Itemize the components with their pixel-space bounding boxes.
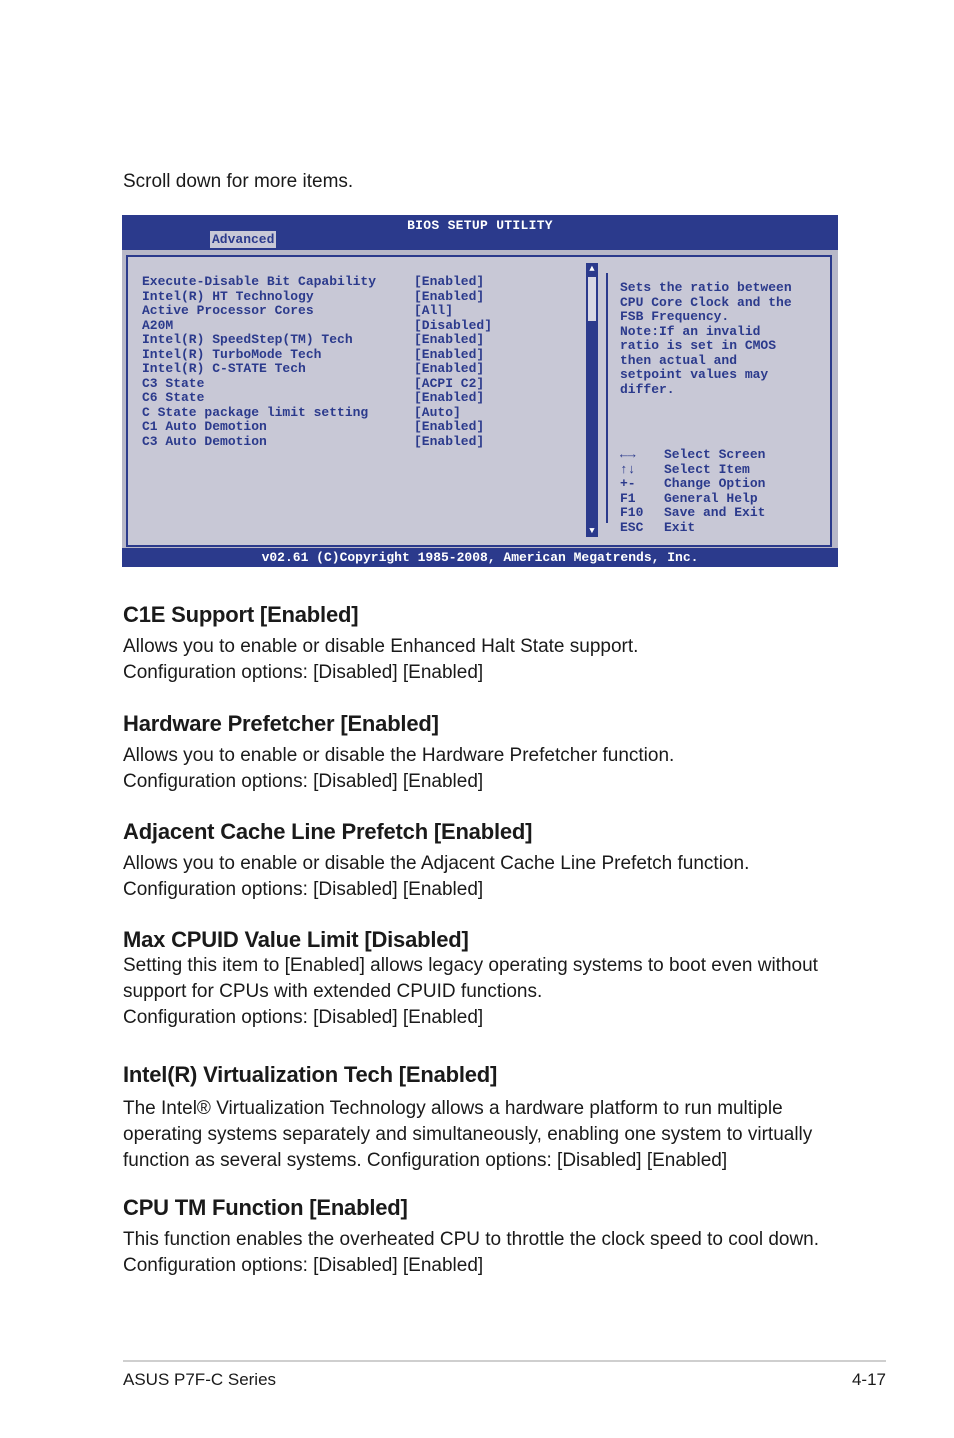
- key-legend: [620, 448, 765, 535]
- bios-item-label: Execute-Disable Bit Capability: [142, 274, 377, 289]
- bios-item-value[interactable]: [Enabled]: [414, 332, 485, 347]
- bios-item[interactable]: [142, 274, 485, 290]
- key-name: F10: [620, 505, 644, 520]
- bios-item-label: Intel(R) C-STATE Tech: [142, 361, 306, 376]
- bios-item[interactable]: [142, 390, 485, 406]
- bios-item-value[interactable]: [Auto]: [414, 404, 461, 420]
- bios-item[interactable]: [142, 317, 493, 334]
- bios-item[interactable]: [142, 332, 485, 348]
- bios-item-label: C3 Auto Demotion: [142, 433, 267, 449]
- key-legend-row: [620, 506, 765, 521]
- scroll-down-arrow-icon[interactable]: ▼: [589, 526, 595, 536]
- doc-section: [123, 1195, 843, 1279]
- section-heading: CPU TM Function [Enabled]: [123, 1195, 408, 1220]
- bios-item-label: A20M: [142, 317, 174, 333]
- scrollbar[interactable]: [586, 263, 598, 537]
- bios-item-label: Intel(R) SpeedStep(TM) Tech: [142, 332, 353, 347]
- section-text-line: Allows you to enable or disable the Hardware Prefetcher function.: [123, 745, 675, 766]
- bios-item-label: Intel(R) HT Technology: [142, 288, 314, 304]
- section-text-line: operating systems separately and simultaneously, enabling one system to virtually: [123, 1124, 813, 1145]
- help-text: Sets the ratio between CPU Core Clock and the FSB Frequency. Note:If an invalid ratio is set in CMOS then actual and setpoint values may differ.: [620, 280, 792, 397]
- section-text-line: Setting this item to [Enabled] allows legacy operating systems to boot even without: [123, 955, 818, 976]
- scroll-up-arrow-icon[interactable]: ▲: [589, 264, 595, 274]
- doc-section: [123, 819, 843, 903]
- section-text-line: Configuration options: [Disabled] [Enabled]: [123, 662, 484, 683]
- bios-item-value[interactable]: [ACPI C2]: [414, 375, 485, 391]
- bios-item[interactable]: [142, 375, 485, 392]
- key-name: +-: [620, 476, 636, 491]
- bios-item-label: Active Processor Cores: [142, 303, 314, 318]
- footer-divider: [123, 1360, 886, 1362]
- key-action: Exit: [664, 519, 696, 535]
- key-legend-row: [620, 477, 765, 492]
- section-text-line: support for CPUs with extended CPUID functions.: [123, 981, 543, 1002]
- bios-item[interactable]: [142, 361, 485, 377]
- bios-item-list: [142, 274, 493, 449]
- tab-advanced[interactable]: Advanced: [212, 232, 275, 247]
- bios-item[interactable]: [142, 404, 461, 421]
- section-heading: Max CPUID Value Limit [Disabled]: [123, 927, 469, 952]
- copyright-bar: v02.61 (C)Copyright 1985-2008, American Megatrends, Inc.: [122, 548, 838, 567]
- bios-item[interactable]: [142, 303, 454, 319]
- bios-item-value[interactable]: [Enabled]: [414, 419, 485, 434]
- bios-screenshot: [122, 215, 838, 567]
- key-action: Select Screen: [664, 447, 766, 462]
- doc-section: [123, 602, 843, 686]
- key-name: ESC: [620, 519, 644, 535]
- bios-item[interactable]: [142, 419, 485, 435]
- key-legend-row: [620, 448, 765, 463]
- section-text-line: Configuration options: [Disabled] [Enabled]: [123, 879, 484, 900]
- bios-item[interactable]: [142, 433, 485, 450]
- bios-item-label: C State package limit setting: [142, 404, 369, 420]
- bios-item[interactable]: [142, 346, 485, 363]
- section-heading: Intel(R) Virtualization Tech [Enabled]: [123, 1062, 498, 1087]
- bios-header: [122, 215, 838, 250]
- bios-panel: [126, 255, 832, 547]
- bios-item-value[interactable]: [Enabled]: [414, 288, 485, 304]
- section-text-line: This function enables the overheated CPU to throttle the clock speed to cool down.: [123, 1229, 820, 1250]
- bios-item-value[interactable]: [All]: [414, 303, 454, 318]
- section-heading: Adjacent Cache Line Prefetch [Enabled]: [123, 819, 533, 844]
- panel-divider: [606, 273, 608, 523]
- key-action: Select Item: [664, 461, 750, 477]
- bios-item-value[interactable]: [Enabled]: [414, 433, 485, 449]
- section-text-line: The Intel® Virtualization Technology allows a hardware platform to run multiple: [123, 1098, 783, 1119]
- key-name: ←→: [620, 447, 636, 462]
- key-legend-row: [620, 463, 765, 478]
- scroll-thumb[interactable]: [588, 277, 596, 321]
- bios-item-value[interactable]: [Enabled]: [414, 361, 485, 376]
- section-text-line: function as several systems. Configuration options: [Disabled] [Enabled]: [123, 1150, 728, 1171]
- key-action: Save and Exit: [664, 505, 766, 520]
- key-name: ↑↓: [620, 461, 636, 477]
- bios-item-value[interactable]: [Enabled]: [414, 390, 485, 405]
- doc-section: [123, 1062, 843, 1174]
- key-name: F1: [620, 490, 636, 506]
- section-text-line: Allows you to enable or disable the Adjacent Cache Line Prefetch function.: [123, 853, 750, 874]
- key-action: Change Option: [664, 476, 766, 491]
- section-text-line: Configuration options: [Disabled] [Enabled]: [123, 1007, 484, 1028]
- section-text-line: Allows you to enable or disable Enhanced Halt State support.: [123, 636, 639, 657]
- bios-item-label: C6 State: [142, 390, 205, 405]
- section-heading: C1E Support [Enabled]: [123, 602, 359, 627]
- page-number: 4-17: [851, 1370, 886, 1389]
- key-legend-row: [620, 492, 765, 507]
- bios-item-label: C3 State: [142, 375, 205, 391]
- section-text-line: Configuration options: [Disabled] [Enabled]: [123, 1255, 484, 1276]
- bios-title: BIOS SETUP UTILITY: [407, 218, 553, 233]
- key-action: General Help: [664, 490, 758, 506]
- intro-text: Scroll down for more items.: [123, 171, 354, 192]
- doc-section: [123, 711, 843, 795]
- bios-item-label: Intel(R) TurboMode Tech: [142, 346, 322, 362]
- bios-item-value[interactable]: [Disabled]: [414, 317, 493, 333]
- bios-item-label: C1 Auto Demotion: [142, 419, 267, 434]
- bios-item-value[interactable]: [Enabled]: [414, 346, 485, 362]
- footer-product: ASUS P7F-C Series: [123, 1370, 277, 1389]
- section-heading: Hardware Prefetcher [Enabled]: [123, 711, 439, 736]
- key-legend-row: [620, 521, 765, 536]
- doc-section: [123, 927, 843, 1031]
- section-text-line: Configuration options: [Disabled] [Enabled]: [123, 771, 484, 792]
- bios-item[interactable]: [142, 288, 485, 305]
- bios-item-value[interactable]: [Enabled]: [414, 274, 485, 289]
